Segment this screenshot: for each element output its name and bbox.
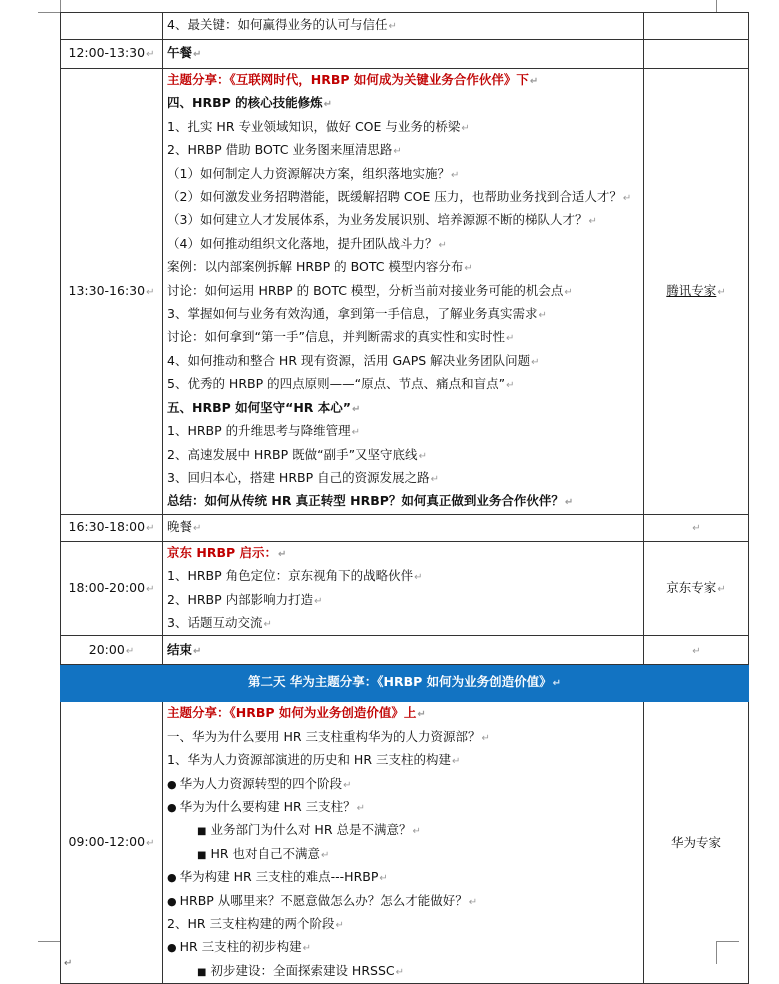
- content-cell: [163, 13, 644, 40]
- paragraph-mark: ↵: [564, 497, 574, 509]
- paragraph-mark: ↵: [321, 849, 330, 861]
- agenda-line: [167, 280, 639, 303]
- paragraph-mark: ↵: [356, 802, 366, 814]
- paragraph-mark: ↵: [146, 49, 155, 61]
- agenda-line: [167, 819, 639, 842]
- agenda-line-text: 总结：如何从传统 HR 真正转型 HRBP？如何真正做到业务合作伙伴？: [167, 493, 564, 509]
- agenda-line: [167, 303, 639, 326]
- paragraph-mark: ↵: [302, 943, 312, 955]
- agenda-line-text: （4）如何推动组织文化落地，提升团队战斗力？: [167, 235, 438, 251]
- agenda-line: [167, 397, 639, 420]
- paragraph-mark: ↵: [692, 523, 701, 535]
- paragraph-mark: ↵: [622, 193, 632, 205]
- agenda-line-text: HR 三支柱的初步构建: [179, 939, 302, 955]
- speaker-name: 京东专家: [666, 579, 717, 595]
- agenda-line-text: 四、HRBP 的核心技能修炼: [167, 95, 323, 111]
- page-corner-top-left: [38, 0, 61, 13]
- paragraph-mark: ↵: [412, 826, 421, 838]
- paragraph-mark: ↵: [343, 779, 352, 791]
- speaker-name: 腾讯专家: [666, 282, 717, 298]
- day-two-banner: [61, 665, 749, 702]
- speaker-cell: [644, 40, 749, 69]
- agenda-line: [167, 960, 639, 983]
- agenda-line-text: 1、HRBP 的升维思考与降维管理: [167, 423, 351, 439]
- paragraph-mark: ↵: [464, 263, 473, 275]
- paragraph-mark: ↵: [125, 645, 135, 657]
- agenda-line: [167, 639, 639, 662]
- speaker-cell: [644, 13, 749, 40]
- paragraph-mark: ↵: [588, 216, 597, 228]
- paragraph-mark: ↵: [352, 403, 361, 415]
- agenda-line-text: 2、高速发展中 HRBP 既做“副手”又坚守底线: [167, 446, 418, 462]
- time-text: 16:30-18:00: [68, 519, 146, 535]
- agenda-line: [167, 116, 639, 139]
- speaker-cell: [644, 69, 749, 515]
- paragraph-mark: ↵: [538, 310, 547, 322]
- time-text: 09:00-12:00: [68, 834, 146, 850]
- time-cell: [61, 636, 163, 665]
- time-cell: [61, 541, 163, 636]
- agenda-line-text: （1）如何制定人力资源解决方案，组织落地实施？: [167, 165, 450, 181]
- paragraph-mark: ↵: [450, 169, 460, 181]
- agenda-line: [167, 866, 639, 889]
- agenda-line-text: 华为为什么要构建 HR 三支柱？: [179, 798, 356, 814]
- agenda-line-text: 主题分享：《互联网时代，HRBP 如何成为关键业务合作伙伴》下: [167, 72, 529, 87]
- agenda-line: [167, 163, 639, 186]
- paragraph-mark: ↵: [193, 645, 202, 657]
- agenda-line-text: 华为人力资源转型的四个阶段: [179, 775, 343, 791]
- agenda-line-text: 1、华为人力资源部演进的历史和 HR 三支柱的构建: [167, 752, 451, 768]
- paragraph-mark: ↵: [323, 99, 333, 111]
- speaker-cell: [644, 514, 749, 541]
- agenda-line-text: HR 也对自己不满意: [210, 845, 321, 861]
- agenda-line-text: 主题分享：《HRBP 如何为业务创造价值》上: [167, 705, 417, 721]
- banner-cell: [61, 665, 749, 702]
- agenda-line-text: 五、HRBP 如何坚守“HR 本心”: [167, 399, 351, 415]
- content-cell: [163, 69, 644, 515]
- paragraph-mark: ↵: [379, 873, 388, 885]
- paragraph-mark: ↵: [146, 523, 155, 535]
- schedule-table: [60, 12, 749, 984]
- paragraph-mark: ↵: [335, 920, 344, 931]
- agenda-line: [167, 92, 639, 115]
- paragraph-mark: ↵: [506, 380, 515, 392]
- paragraph-mark: ↵: [481, 732, 490, 744]
- agenda-line: [167, 843, 639, 866]
- table-row: [61, 40, 749, 69]
- content-cell: [163, 541, 644, 636]
- paragraph-mark: ↵: [505, 333, 515, 345]
- agenda-line-text: 结束: [167, 641, 193, 657]
- page-corner-bottom-left: [38, 941, 61, 964]
- agenda-line-text: 3、掌握如何与业务有效沟通，拿到第一手信息，了解业务真实需求: [167, 306, 538, 322]
- agenda-line: [167, 233, 639, 256]
- paragraph-mark: ↵: [414, 572, 423, 584]
- speaker-cell: [644, 541, 749, 636]
- paragraph-mark: ↵: [552, 678, 562, 690]
- paragraph-mark: ↵: [531, 356, 540, 368]
- agenda-line-text: 1、扎实 HR 专业领域知识，做好 COE 与业务的桥梁: [167, 118, 461, 134]
- agenda-line-text: 晚餐: [167, 519, 193, 535]
- agenda-line: [167, 890, 639, 913]
- paragraph-mark: ↵: [692, 645, 701, 657]
- table-row: [61, 69, 749, 515]
- agenda-line: [167, 186, 639, 209]
- agenda-line-text: 讨论：如何运用 HRBP 的 BOTC 模型，分析当前对接业务可能的机会点: [167, 282, 564, 298]
- agenda-line-text: 1、HRBP 角色定位：京东视角下的战略伙伴: [167, 568, 414, 584]
- time-cell: [61, 69, 163, 515]
- agenda-line: [167, 420, 639, 443]
- time-text: 12:00-13:30: [68, 45, 146, 61]
- agenda-line-text: 初步建设：全面探索建设 HRSSC: [210, 962, 395, 978]
- paragraph-mark: ↵: [461, 122, 470, 134]
- time-cell: [61, 702, 163, 984]
- agenda-line: [167, 542, 639, 565]
- agenda-line: [167, 796, 639, 819]
- time-cell: [61, 514, 163, 541]
- agenda-line-text: 4、最关键：如何赢得业务的认可与信任: [167, 17, 388, 33]
- time-cell: [61, 13, 163, 40]
- content-cell: [163, 40, 644, 69]
- speaker-name: 华为专家: [670, 835, 721, 851]
- agenda-line: [167, 726, 639, 749]
- paragraph-mark: ↵: [388, 21, 397, 33]
- agenda-line-text: 午餐: [167, 45, 193, 61]
- table-row: [61, 514, 749, 541]
- agenda-line-text: 2、HRBP 内部影响力打造: [167, 591, 314, 607]
- agenda-line: [167, 516, 639, 539]
- agenda-line: [167, 14, 639, 37]
- paragraph-mark: ↵: [468, 896, 478, 908]
- content-cell: [163, 702, 644, 984]
- table-row: [61, 702, 749, 984]
- agenda-line: [167, 256, 639, 279]
- agenda-line-text: 2、HR 三支柱构建的两个阶段: [167, 916, 335, 931]
- agenda-line: [167, 936, 639, 959]
- paragraph-mark: ↵: [314, 595, 323, 607]
- paragraph-mark: ↵: [263, 618, 272, 630]
- agenda-line-text: 一、华为为什么要用 HR 三支柱重构华为的人力资源部？: [167, 728, 481, 744]
- agenda-line-text: （2）如何激发业务招聘潜能，既缓解招聘 COE 压力，也帮助业务找到合适人才？: [167, 189, 622, 205]
- agenda-line-text: 4、如何推动和整合 HR 现有资源，活用 GAPS 解决业务团队问题: [167, 352, 531, 368]
- agenda-line: [167, 565, 639, 588]
- time-text: 13:30-16:30: [68, 282, 146, 298]
- agenda-line-text: 2、HRBP 借助 BOTC 业务图来厘清思路: [167, 142, 393, 158]
- agenda-line: [167, 209, 639, 232]
- agenda-line-text: 案例：以内部案例拆解 HRBP 的 BOTC 模型内容分布: [167, 259, 464, 275]
- paragraph-mark: ↵: [146, 838, 155, 850]
- agenda-line: [167, 467, 639, 490]
- table-row: [61, 636, 749, 665]
- time-text: 18:00-20:00: [68, 579, 146, 595]
- content-cell: [163, 514, 644, 541]
- agenda-line: [167, 69, 639, 92]
- time-text: 20:00: [88, 641, 125, 657]
- agenda-line: [167, 612, 639, 635]
- agenda-line: [167, 350, 639, 373]
- agenda-line: [167, 326, 639, 349]
- agenda-line: [167, 490, 639, 513]
- table-row: [61, 13, 749, 40]
- paragraph-mark: ↵: [193, 523, 202, 535]
- agenda-line: [167, 913, 639, 936]
- agenda-line: [167, 139, 639, 162]
- agenda-line: [167, 702, 639, 725]
- agenda-line-text: 华为构建 HR 三支柱的难点---HRBP: [179, 869, 379, 885]
- schedule-body: [61, 13, 749, 984]
- agenda-line-text: 3、话题互动交流: [167, 614, 263, 630]
- paragraph-mark: ↵: [393, 146, 402, 158]
- paragraph-mark: ↵: [717, 583, 726, 595]
- agenda-line-text: HRBP 从哪里来？不愿意做怎么办？怎么才能做好？: [179, 892, 468, 908]
- agenda-line-text: 京东 HRBP 启示：: [167, 544, 277, 560]
- speaker-cell: [644, 636, 749, 665]
- agenda-line: [167, 444, 639, 467]
- paragraph-mark: ↵: [430, 473, 439, 485]
- agenda-line: [167, 773, 639, 796]
- agenda-line: [167, 42, 639, 65]
- paragraph-mark: ↵: [717, 286, 726, 298]
- paragraph-mark: ↵: [277, 548, 287, 560]
- table-row: [61, 541, 749, 636]
- agenda-line: [167, 373, 639, 396]
- paragraph-mark: ↵: [418, 450, 427, 462]
- content-cell: [163, 636, 644, 665]
- agenda-line-text: 讨论：如何拿到“第一手”信息，并判断需求的真实性和实时性: [167, 329, 505, 345]
- paragraph-mark: ↵: [64, 958, 73, 969]
- paragraph-mark: ↵: [395, 966, 404, 978]
- paragraph-mark: ↵: [146, 286, 155, 298]
- agenda-line-text: （3）如何建立人才发展体系，为业务发展识别、培养源源不断的梯队人才？: [167, 212, 588, 228]
- paragraph-mark: ↵: [452, 756, 461, 768]
- paragraph-mark: ↵: [193, 49, 202, 61]
- paragraph-mark: ↵: [529, 76, 539, 87]
- banner-title: 第二天 华为主题分享：《HRBP 如何为业务创造价值》: [247, 674, 552, 690]
- paragraph-mark: ↵: [146, 583, 155, 595]
- time-cell: [61, 40, 163, 69]
- agenda-line-text: 5、优秀的 HRBP 的四点原则——“原点、节点、痛点和盲点”: [167, 376, 506, 392]
- paragraph-mark: ↵: [351, 427, 361, 439]
- paragraph-mark: ↵: [417, 709, 426, 721]
- paragraph-mark: ↵: [438, 239, 447, 251]
- agenda-line-text: 业务部门为什么对 HR 总是不满意？: [210, 822, 412, 838]
- agenda-line: [167, 749, 639, 772]
- agenda-line-text: 3、回归本心，搭建 HRBP 自己的资源发展之路: [167, 469, 430, 485]
- paragraph-mark: ↵: [564, 286, 573, 298]
- agenda-line: [167, 589, 639, 612]
- speaker-cell: [644, 702, 749, 984]
